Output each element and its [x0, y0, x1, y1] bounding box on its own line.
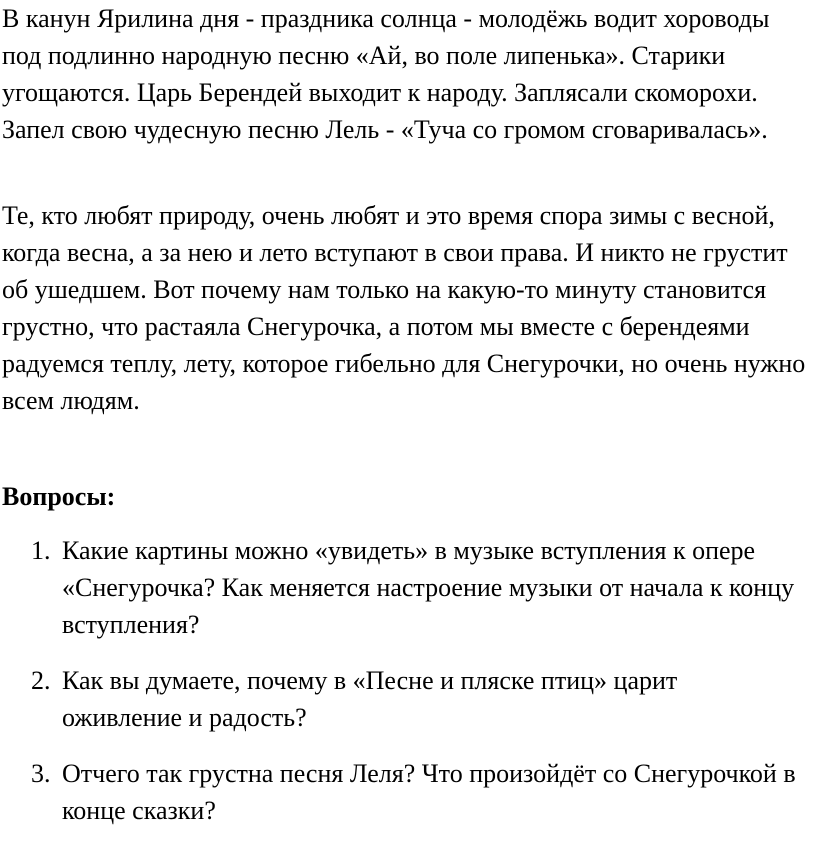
question-number-2: 2. — [31, 666, 51, 695]
question-item-1 — [0, 532, 802, 643]
question-text-3: Отчего так грустна песня Леля? Что произойдёт со Снегурочкой в конце сказки? — [62, 759, 796, 825]
questions-heading: Вопросы: — [2, 482, 116, 511]
question-number-3: 3. — [31, 759, 51, 788]
questions-list — [0, 532, 816, 829]
question-item-2 — [0, 662, 802, 736]
question-item-3 — [0, 755, 802, 829]
question-number-1: 1. — [31, 536, 51, 565]
paragraph-nature: Те, кто любят природу, очень любят и это время спора зимы с весной, когда весна, а за нею и лето вступают в свои права. И никто не грустит об ушедшем. Вот почему нам только на какую-то минуту становится грустно, что растаяла Снегурочка, а потом мы вместе с берендеями радуемся теплу, лету, которое гибельно для Снегурочки, но очень нужно всем людям. — [2, 201, 806, 415]
question-text-1: Какие картины можно «увидеть» в музыке вступления к опере «Снегурочка? Как меняется настроение музыки от начала к концу вступления? — [62, 536, 795, 639]
paragraph-festival: В канун Ярилина дня - праздника солнца - молодёжь водит хороводы под подлинно народную песню «Ай, во поле липенька». Старики угощаются. Царь Берендей выходит к народу. Заплясали скоморохи. Запел свою чудесную песню Лель - «Туча со громом сговаривалась». — [2, 4, 770, 144]
question-text-2: Как вы думаете, почему в «Песне и пляске птиц» царит оживление и радость? — [62, 666, 678, 732]
